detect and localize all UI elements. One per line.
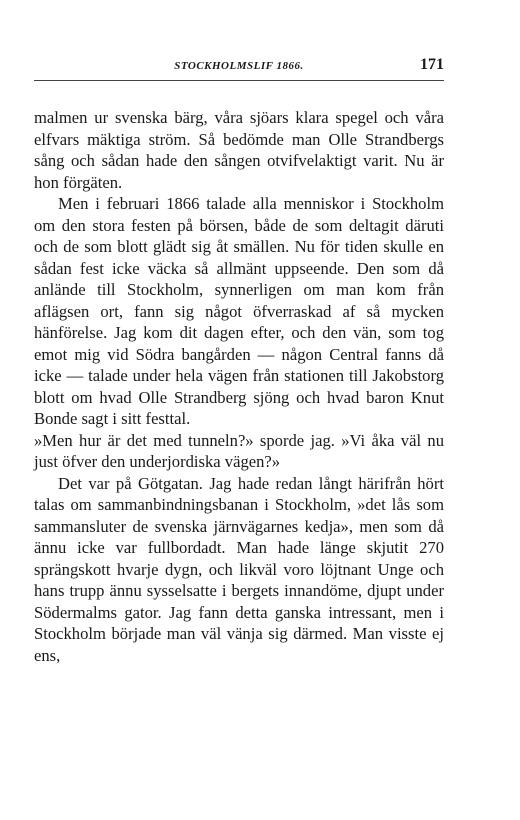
book-page — [34, 56, 444, 666]
paragraph: malmen ur svenska bärg, våra sjöars klara spegel och våra elfvars mäktiga ström. Så bedömde man Olle Strandbergs sång och sådan hade den sången otvifvelaktigt varit. Nu är hon förgäten. — [34, 108, 444, 192]
body-text — [34, 107, 444, 666]
paragraph: Det var på Götgatan. Jag hade redan långt härifrån hört talas om sammanbindningsbanan i Stockholm, »det lås som sammansluter de svenska järnvägarnes kedja», men som då ännu icke var fullbordadt. Man hade länge skjutit 270 sprängskott hvarje dygn, och likväl voro löjtnant Unge och hans trupp ännu sysselsatte i bergets innandöme, djupt under Södermalms gator. Jag fann detta ganska intressant, men i Stockholm började man väl vänja sig därmed. Man visste ej ens, — [34, 473, 444, 665]
paragraph: »Men hur är det med tunneln?» sporde jag. »Vi åka väl nu just öfver den underjordiska vägen?» — [34, 430, 444, 471]
running-title: STOCKHOLMSLIF 1866. — [174, 60, 304, 72]
running-header — [34, 56, 444, 81]
page-number: 171 — [420, 56, 444, 73]
paragraph: Men i februari 1866 talade alla menniskor i Stockholm om den stora festen på börsen, både de som deltagit däruti och de som blott glädt sig åt smällen. Nu för tiden skulle en sådan fest icke väcka så allmänt uppseende. Den som då anlände till Stockholm, synnerligen om man kom från aflägsen ort, fann sig något öfverraskad af så mycken hänförelse. Jag kom dit dagen efter, och den vän, som tog emot mig vid Södra bangården — någon Central fanns då icke — talade under hela vägen från stationen till Jakobstorg blott om hvad Olle Strandberg sjöng och hvad baron Knut Bonde sagt i sitt festtal. — [34, 194, 444, 428]
